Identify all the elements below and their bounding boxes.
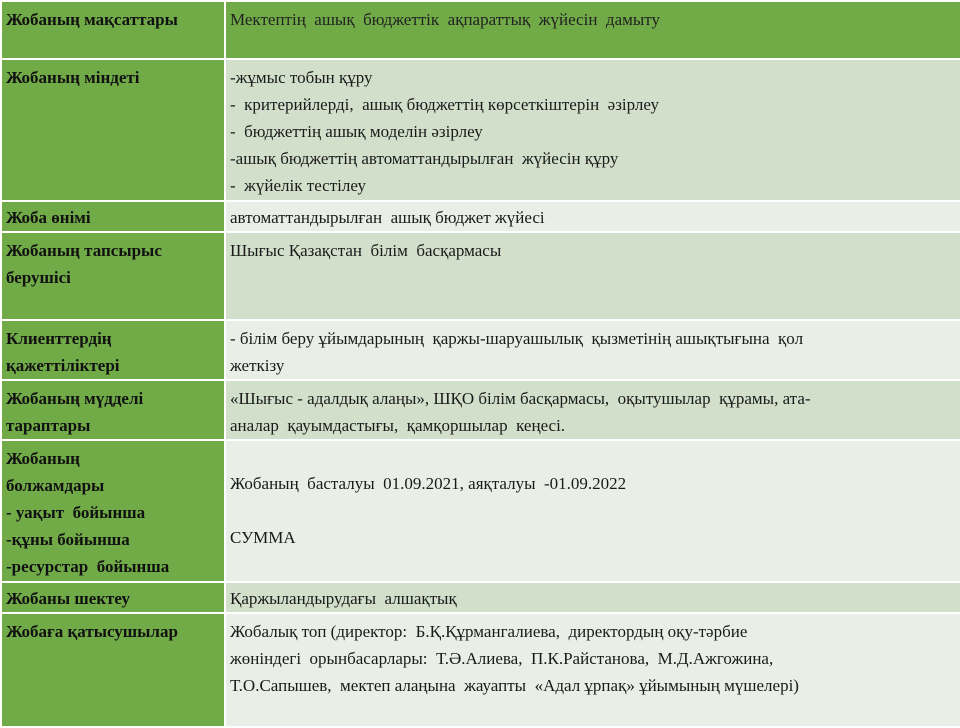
label-line: Жоба өнімі [6,208,91,227]
row-value [225,440,960,582]
label-line: - уақыт бойынша [6,503,146,522]
value-line: -ашық бюджеттің автоматтандырылған жүйесін құру [230,149,619,168]
table-row-client-needs [1,320,960,380]
label-line: Жобаның мақсаттары [6,10,178,29]
row-label [1,582,225,613]
value-line: Қаржыландырудағы алшақтық [230,589,457,608]
table-row-product [1,201,960,232]
table-row-participants [1,613,960,727]
value-line: Жобалық топ (директор: Б.Қ.Құрмангалиева, директордың оқу-тәрбие [230,622,748,641]
label-line: Жобаның [6,449,80,468]
value-line: жөніндегі орынбасарлары: Т.Ә.Алиева, П.К.Райстанова, М.Д.Ажгожина, [230,649,774,668]
row-label [1,201,225,232]
row-value [225,380,960,440]
value-line: автоматтандырылған ашық бюджет жүйесі [230,208,545,227]
value-line: - критерийлерді, ашық бюджеттің көрсеткіштерін әзірлеу [230,95,660,114]
label-line: Жобаның мүдделі [6,389,144,408]
row-value [225,232,960,320]
row-label [1,59,225,201]
row-label [1,232,225,320]
value-line: - бюджеттің ашық моделін әзірлеу [230,122,483,141]
label-line: Клиенттердің [6,329,112,348]
label-line: Жобаны шектеу [6,589,131,608]
label-line: қажеттіліктері [6,356,120,375]
row-label [1,440,225,582]
row-label [1,380,225,440]
row-value [225,613,960,727]
value-line: - білім беру ұйымдарының қаржы-шаруашылық қызметінің ашықтығына қол [230,329,804,348]
row-value [225,320,960,380]
row-value [225,201,960,232]
value-line: Шығыс Қазақстан білім басқармасы [230,241,502,260]
value-line: Мектептің ашық бюджеттік ақпараттық жүйесін дамыту [230,10,661,29]
table-row-customer [1,232,960,320]
value-line: - жүйелік тестілеу [230,176,366,195]
row-value [225,582,960,613]
row-value [225,59,960,201]
label-line: -құны бойынша [6,530,130,549]
label-line: Жобаның міндеті [6,68,140,87]
label-line: -ресурстар бойынша [6,557,170,576]
row-label [1,1,225,59]
value-line: -жұмыс тобын құру [230,68,373,87]
value-line: жеткізу [230,356,285,375]
row-value [225,1,960,59]
value-line: «Шығыс - адалдық алаңы», ШҚО білім басқармасы, оқытушылар құрамы, ата- [230,389,811,408]
row-label [1,613,225,727]
table-row-constraints [1,582,960,613]
label-line: Жобаның тапсырыс [6,241,162,260]
table-row-goals [1,1,960,59]
value-line: СУММА [230,528,296,547]
table-row-tasks [1,59,960,201]
table-row-forecasts [1,440,960,582]
label-line: болжамдары [6,476,105,495]
row-label [1,320,225,380]
label-line: тараптары [6,416,91,435]
label-line: берушісі [6,268,71,287]
table-row-stakeholders [1,380,960,440]
label-line: Жобаға қатысушылар [6,622,178,641]
value-line: Т.О.Сапышев, мектеп алаңына жауапты «Адал ұрпақ» ұйымының мүшелері) [230,676,799,695]
value-line: аналар қауымдастығы, қамқоршылар кеңесі. [230,416,566,435]
value-line: Жобаның басталуы 01.09.2021, аяқталуы -01.09.2022 [230,474,627,493]
